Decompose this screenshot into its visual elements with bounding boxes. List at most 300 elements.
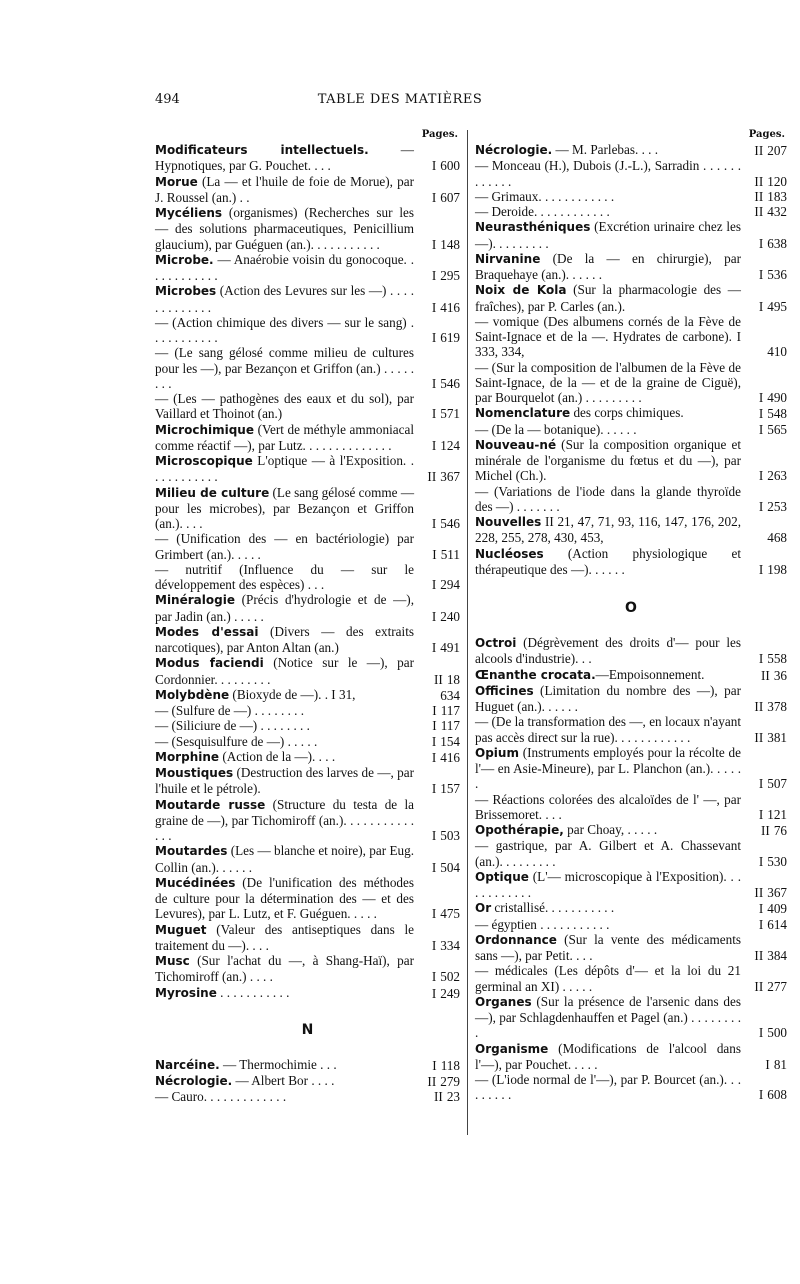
entry-reference (416, 547, 460, 562)
entry-page: 410 (767, 344, 787, 360)
entry-text: — nutritif (Influence du — sur le développement des espèces) . . . (155, 561, 414, 592)
index-entry (475, 792, 787, 823)
entry-volume: I (758, 561, 764, 577)
entry-volume: I (431, 969, 437, 985)
entry-reference (416, 688, 460, 703)
entry-volume: II (754, 188, 764, 204)
entry-reference (743, 1057, 787, 1072)
index-entry (155, 592, 460, 624)
index-entry (475, 405, 787, 421)
entry-text: (La — et l'huile de foie de Morue), par J. Roussel (an.) . . (155, 173, 414, 205)
entry-text: (Instruments employés pour la récolte de l'— en Asie-Mineure), par L. Planchon (an.). . . . . . (475, 744, 741, 792)
entry-page: 619 (440, 330, 460, 345)
index-entry (155, 624, 460, 656)
index-entry (155, 1073, 460, 1089)
entry-reference (743, 948, 787, 963)
entry-headword: Ordonnance (475, 932, 557, 947)
index-entry (475, 838, 787, 869)
entry-text: (De la — en chirurgie), par Braquehaye (an.). . . . . . (475, 250, 741, 282)
entry-reference (743, 468, 787, 483)
index-entry (475, 142, 787, 158)
section-letter: O (625, 600, 637, 616)
entry-page: 634 (440, 687, 460, 703)
entry-volume: II (427, 469, 437, 485)
entry-page: 536 (767, 267, 787, 282)
entry-volume: II (754, 729, 764, 745)
entry-volume: II (754, 699, 764, 714)
entry-page: 381 (767, 729, 787, 745)
entry-headword: Myrosine (155, 985, 217, 1000)
index-entry (475, 714, 787, 745)
entry-reference (743, 344, 787, 359)
entry-reference (743, 651, 787, 666)
entry-volume: I (758, 267, 764, 282)
entry-page: 607 (440, 189, 460, 205)
entry-reference (416, 734, 460, 749)
entry-reference (416, 406, 460, 421)
index-entry (475, 484, 787, 515)
entry-headword: Noix de Kola (475, 283, 567, 298)
entry-reference (743, 189, 787, 204)
entry-volume: II (754, 885, 764, 900)
entry-text: —Empoisonnement. (595, 666, 705, 682)
entry-text: II 21, 47, 71, 93, 116, 147, 176, 202, 228, 255, 278, 430, 453, (475, 514, 741, 546)
entry-text: (Sur l'achat du —, à Shang-Haï), par Tichomiroff (an.) . . . . (155, 953, 414, 985)
index-entry (155, 734, 460, 749)
entry-text: (Le sang gélosé comme — pour les microbes), par Bezançon et Griffon (an.). . . . (155, 484, 415, 531)
entry-volume: I (758, 298, 764, 314)
entry-page: 263 (767, 468, 787, 484)
entry-volume: I (431, 577, 437, 592)
entry-headword: Mucédinées (155, 875, 236, 890)
entry-reference (743, 562, 787, 577)
entry-reference (743, 1025, 787, 1040)
entry-page: 378 (767, 699, 787, 714)
entry-volume: I (758, 498, 764, 514)
entry-reference (416, 376, 460, 391)
entry-text: L'optique — à l'Exposition. . . . . . . . . . . . (155, 453, 414, 485)
entry-reference (416, 906, 460, 921)
index-entry (155, 174, 460, 206)
index-entry (475, 635, 787, 667)
entry-page: 124 (440, 437, 460, 453)
entry-reference (743, 530, 787, 545)
entry-headword: Muguet (155, 922, 207, 937)
entry-text: — Anaérobie voisin du gonocoque. . . . . . . . . . . . (155, 251, 414, 283)
entry-text: (Action des Levures sur les —) . . . . . . . . . . . . . (155, 283, 414, 315)
entry-text: — (L'iode normal de l'—), par P. Bourcet (an.). . . . . . . . . (475, 1072, 741, 1103)
entry-headword: Musc (155, 954, 190, 968)
entry-text: par Choay, . . . . . (563, 822, 658, 837)
entry-volume: II (434, 671, 443, 687)
entry-reference (416, 158, 460, 173)
entry-volume: I (431, 859, 437, 875)
entry-reference (416, 1074, 460, 1089)
index-entry (475, 204, 787, 219)
entry-headword: Narcéine. (155, 1057, 220, 1072)
entry-text: — Monceau (H.), Dubois (J.-L.), Sarradin . . . . . . . . . . . . (475, 158, 741, 189)
entry-page: 638 (767, 235, 787, 251)
entry-volume: I (758, 235, 764, 251)
entry-volume: II (427, 1074, 437, 1089)
entry-volume: I (758, 651, 764, 667)
index-entry (475, 963, 787, 994)
entry-page: 384 (767, 948, 787, 963)
entry-page: 183 (767, 188, 787, 204)
index-entry (475, 189, 787, 204)
entry-volume: II (754, 173, 764, 189)
entry-page: 530 (767, 853, 787, 869)
entry-reference (743, 776, 787, 791)
entry-reference (743, 979, 787, 994)
index-entry (155, 252, 460, 284)
entry-text: — égyptien . . . . . . . . . . . (475, 916, 610, 932)
entry-headword: Organes (475, 994, 532, 1009)
entry-reference (416, 577, 460, 592)
entry-volume: I (431, 640, 437, 655)
entry-volume: I (431, 781, 437, 797)
entry-headword: Modificateurs intellectuels. (155, 143, 369, 157)
entry-reference (416, 330, 460, 345)
entry-headword: Octroi (475, 636, 517, 650)
entry-text: (Limitation du nombre des —), par Huguet (an.). . . . . . (475, 682, 741, 714)
entry-reference (743, 390, 787, 405)
entry-text: — (Sesquisulfure de —) . . . . . (155, 733, 318, 749)
entry-headword: Nouveau-né (475, 437, 557, 452)
entry-volume: I (758, 406, 764, 422)
entry-headword: Moutarde russe (155, 797, 266, 812)
index-entry (475, 822, 787, 838)
entry-headword: Microbe. (155, 252, 214, 267)
entry-headword: Nirvanine (475, 251, 541, 266)
entry-volume: I (431, 375, 437, 391)
entry-reference (416, 969, 460, 984)
index-entry (475, 745, 787, 792)
entry-reference (743, 823, 787, 838)
pages-label: Pages. (421, 129, 458, 140)
entry-volume: I (758, 468, 764, 484)
entry-volume: I (431, 828, 437, 843)
entry-text: (Modifications de l'alcool dans l'—), par Pouchet. . . . . (475, 1040, 741, 1072)
entry-headword: Microscopique (155, 454, 253, 468)
entry-headword: Morphine (155, 749, 220, 764)
entry-page: 277 (767, 978, 787, 994)
index-entry (155, 922, 460, 954)
entry-text: (organismes) (Recherches sur les — des solutions pharmaceutiques, Penicillium glaucium), par Guéguen (an.). . . . . . . . . . . (155, 205, 414, 252)
entry-reference (743, 299, 787, 314)
entry-headword: Mycéliens (155, 206, 223, 220)
entry-text: — (De la — botanique). . . . . . (475, 421, 637, 437)
entry-headword: Optique (475, 869, 529, 884)
right-column (475, 128, 787, 1103)
entry-reference (743, 267, 787, 282)
entry-reference (743, 204, 787, 219)
entry-reference (743, 901, 787, 916)
entry-text: (Valeur des antiseptiques dans le traitement du —). . . . (155, 921, 414, 953)
entry-reference (743, 499, 787, 514)
index-entry (475, 437, 787, 484)
index-entry (155, 765, 460, 797)
entry-headword: Nécrologie. (475, 143, 553, 157)
entry-page: 409 (767, 901, 787, 917)
entry-page: 546 (440, 516, 460, 531)
entry-page: 504 (440, 859, 460, 875)
entry-volume: I (758, 901, 764, 917)
left-column (155, 128, 460, 1105)
entry-page: 240 (440, 608, 460, 624)
entry-reference (416, 609, 460, 624)
entry-headword: Microbes (155, 284, 217, 299)
entry-text: (Destruction des larves de —, par l'huile et le pétrole). (155, 765, 414, 797)
entry-text: — Thermochimie . . . (219, 1056, 337, 1072)
entry-text: — (Action chimique des divers — sur le sang) . . . . . . . . . . . (155, 314, 414, 345)
entry-text: . . . . . . . . . . . (216, 984, 290, 1000)
entry-text: — (Les — pathogènes des eaux et du sol), par Vaillard et Thoinot (an.) (155, 391, 414, 422)
entry-text: (Vert de méthyle ammoniacal comme réactif —), par Lutz. . . . . . . . . . . . . . (155, 421, 414, 453)
entry-reference (416, 986, 460, 1001)
entry-text: (Structure du testa de la graine de —), par Tichomiroff (an.). . . . . . . . . . . . . . (155, 796, 414, 843)
entry-volume: I (431, 749, 437, 765)
entry-volume: I (431, 189, 437, 205)
entry-reference (743, 236, 787, 251)
index-entry (155, 843, 460, 875)
entry-page: 548 (767, 406, 787, 422)
entry-page: 121 (767, 806, 787, 822)
index-entry (155, 875, 460, 922)
entry-reference (416, 438, 460, 453)
entry-page: 120 (767, 173, 787, 189)
entry-page: 546 (440, 375, 460, 391)
entry-volume: I (758, 390, 764, 405)
entry-text: — (Le sang gélosé comme milieu de cultures pour les —), par Bezançon et Griffon (an.) . . . . . . . . (155, 345, 414, 391)
index-entry (155, 531, 460, 562)
entry-page: 475 (440, 906, 460, 922)
index-entry (155, 453, 460, 485)
entry-reference (743, 406, 787, 421)
entry-reference (416, 469, 460, 484)
index-entry (475, 667, 787, 683)
entry-volume: I (765, 1056, 770, 1072)
entry-headword: Modus faciendi (155, 656, 264, 671)
entry-page: 490 (767, 390, 787, 405)
entry-page: 608 (767, 1087, 787, 1103)
entry-page: 565 (767, 421, 787, 437)
entry-text: — (Sur la composition de l'albumen de la Fève de Saint-Ignace, de la — et de la graine de Ciguë), par Bourquelot (an.) . . . . . . . . . (475, 359, 741, 405)
index-entry (155, 655, 460, 687)
index-entry (475, 514, 787, 546)
entry-page: 502 (440, 969, 460, 985)
entry-text: — Hypnotiques, par G. Pouchet. . . . (155, 142, 414, 174)
index-entry (155, 345, 460, 391)
entry-page: 117 (440, 703, 460, 718)
entry-volume: I (431, 406, 437, 422)
index-entry (155, 703, 460, 718)
entry-volume: II (761, 823, 770, 838)
entry-reference (416, 516, 460, 531)
entry-reference (416, 672, 460, 687)
index-entry (475, 1072, 787, 1103)
entry-volume: I (431, 608, 437, 624)
entry-text: — (De la transformation des —, en locaux n'ayant pas accès direct sur la rue). . . . . . . . . . . . (475, 714, 741, 745)
index-entry (155, 142, 460, 174)
entry-text: (Action de la —). . . . (219, 748, 336, 764)
index-entry (475, 994, 787, 1041)
entry-reference (416, 860, 460, 875)
entry-volume: I (431, 985, 437, 1001)
entry-volume: I (758, 421, 764, 437)
entry-page: 507 (767, 776, 787, 792)
entry-volume: II (754, 978, 764, 994)
entry-headword: Minéralogie (155, 593, 235, 608)
entry-reference (416, 781, 460, 796)
entry-page: 511 (440, 546, 460, 562)
entry-volume: I (431, 937, 437, 953)
entry-text: (Sur la présence de l'arsenic dans des —), par Schlagdenhauffen et Pagel (an.) . . . . . . . . . (475, 993, 741, 1041)
entry-page: 416 (440, 749, 460, 765)
entry-volume: I (431, 516, 437, 531)
entry-volume: I (431, 437, 437, 453)
entry-text: — médicales (Les dépôts d'— et la loi du 21 germinal an XI) . . . . . (475, 963, 741, 994)
entry-headword: Officines (475, 683, 534, 698)
entry-page: 334 (440, 937, 460, 953)
entry-text: — gastrique, par A. Gilbert et A. Chassevant (an.). . . . . . . . . (475, 838, 741, 869)
entry-reference (743, 174, 787, 189)
running-title: TABLE DES MATIÈRES (317, 92, 483, 107)
entry-text: — (Variations de l'iode dans la glande thyroïde des —) . . . . . . . (475, 483, 741, 514)
entry-text: (Dégrèvement des droits d'— pour les alcools d'industrie). . . (475, 635, 741, 667)
index-entry (155, 985, 460, 1001)
index-entry (155, 953, 460, 985)
entry-volume: I (758, 806, 764, 822)
entry-volume: I (431, 268, 437, 283)
entry-text: (Précis d'hydrologie et de —), par Jadin (an.) . . . . . (155, 592, 414, 624)
entry-headword: Molybdène (155, 687, 230, 702)
entry-page: 614 (767, 916, 787, 932)
entry-text: (Divers — des extraits narcotiques), par Anton Altan (an.) (155, 623, 414, 655)
entry-volume: I (432, 546, 437, 562)
entry-volume: II (754, 204, 764, 219)
entry-headword: Opium (475, 745, 519, 760)
entry-page: 117 (440, 718, 460, 734)
index-entry (155, 485, 460, 532)
entry-reference (743, 699, 787, 714)
entry-headword: Moutardes (155, 844, 228, 859)
entry-headword: Nomenclature (475, 406, 571, 421)
index-entry (155, 1057, 460, 1073)
entry-page: 207 (767, 143, 787, 158)
entry-volume: I (758, 853, 764, 869)
entry-text: — Grimaux. . . . . . . . . . . . (475, 188, 615, 204)
entry-headword: Moustiques (155, 766, 234, 780)
entry-text: (Notice sur le —), par Cordonnier. . . . . . . . . (155, 655, 414, 687)
entry-volume: II (434, 1089, 443, 1105)
index-entry (475, 869, 787, 901)
entry-reference (743, 854, 787, 869)
index-entry (155, 1089, 460, 1104)
index-entry (475, 932, 787, 964)
entry-volume: I (432, 1057, 437, 1073)
entry-page: 18 (446, 671, 460, 687)
index-entry (155, 562, 460, 593)
entry-text: — (Unification des — en bactériologie) par Grimbert (an.). . . . . (155, 531, 414, 562)
entry-volume: I (431, 733, 437, 749)
entry-reference (416, 828, 460, 843)
index-entry (155, 391, 460, 422)
entry-page: 154 (440, 733, 460, 749)
pages-label: Pages. (748, 129, 785, 140)
entry-text: (Action physiologique et thérapeutique des —). . . . . . (475, 545, 741, 577)
section-letter: N (301, 1021, 314, 1038)
entry-reference (416, 938, 460, 953)
entry-page: 367 (440, 469, 460, 485)
entry-page: 432 (767, 204, 787, 219)
entry-text: (L'— microscopique à l'Exposition). . . . . . . . . . . . (475, 868, 741, 900)
entry-reference (743, 1087, 787, 1102)
entry-reference (416, 1058, 460, 1073)
entry-text: (Excrétion urinaire chez les —). . . . . . . . . (475, 219, 741, 251)
entry-page: 571 (440, 406, 460, 422)
entry-reference (743, 885, 787, 900)
entry-reference (743, 422, 787, 437)
entry-volume: I (431, 158, 437, 174)
index-entry (475, 1041, 787, 1073)
entry-text: — Cauro. . . . . . . . . . . . . (155, 1089, 287, 1105)
entry-volume: I (431, 299, 437, 315)
index-entry (475, 917, 787, 932)
entry-headword: Opothérapie, (475, 823, 564, 837)
entry-reference (743, 668, 787, 683)
index-entry (475, 158, 787, 189)
entry-reference (416, 268, 460, 283)
page-header (155, 92, 645, 112)
index-entry (155, 749, 460, 765)
entry-volume: II (754, 143, 764, 158)
index-entry (475, 219, 787, 251)
entry-reference (416, 1089, 460, 1104)
entry-volume: I (431, 906, 437, 922)
column-divider (467, 130, 468, 1135)
entry-reference (416, 300, 460, 315)
entry-page: 294 (440, 577, 460, 592)
entry-volume: I (431, 236, 437, 252)
index-entry (475, 422, 787, 437)
entry-page: 500 (767, 1025, 787, 1041)
entry-text: — Réactions colorées des alcaloïdes de l' —, par Brissemoret. . . . (475, 791, 741, 822)
entry-headword: Nucléoses (475, 546, 544, 561)
entry-text: (Sur la pharmacologie des — fraîches), par P. Carles (an.). (475, 282, 741, 314)
entry-page: 23 (446, 1089, 460, 1105)
entry-headword: Nécrologie. (155, 1074, 233, 1088)
entry-text: — Deroide. . . . . . . . . . . . (475, 204, 610, 219)
index-entry (155, 283, 460, 315)
entry-text: (Les — blanche et noire), par Eug. Collin (an.). . . . . . (155, 843, 414, 875)
index-entry (475, 314, 787, 360)
entry-page: 253 (767, 498, 787, 514)
index-entry (475, 546, 787, 578)
entry-reference (416, 718, 460, 733)
entry-page: 81 (773, 1056, 787, 1072)
index-entry (475, 282, 787, 314)
entry-page: 118 (440, 1057, 460, 1073)
entry-headword: Nouvelles (475, 515, 542, 529)
entry-volume: I (758, 776, 764, 792)
entry-headword: Modes d'essai (155, 624, 259, 639)
entry-page: 416 (440, 299, 460, 315)
entry-reference (416, 640, 460, 655)
entry-text: cristallisé. . . . . . . . . . . (491, 900, 615, 916)
entry-page: 36 (773, 667, 787, 683)
index-entry (475, 900, 787, 916)
